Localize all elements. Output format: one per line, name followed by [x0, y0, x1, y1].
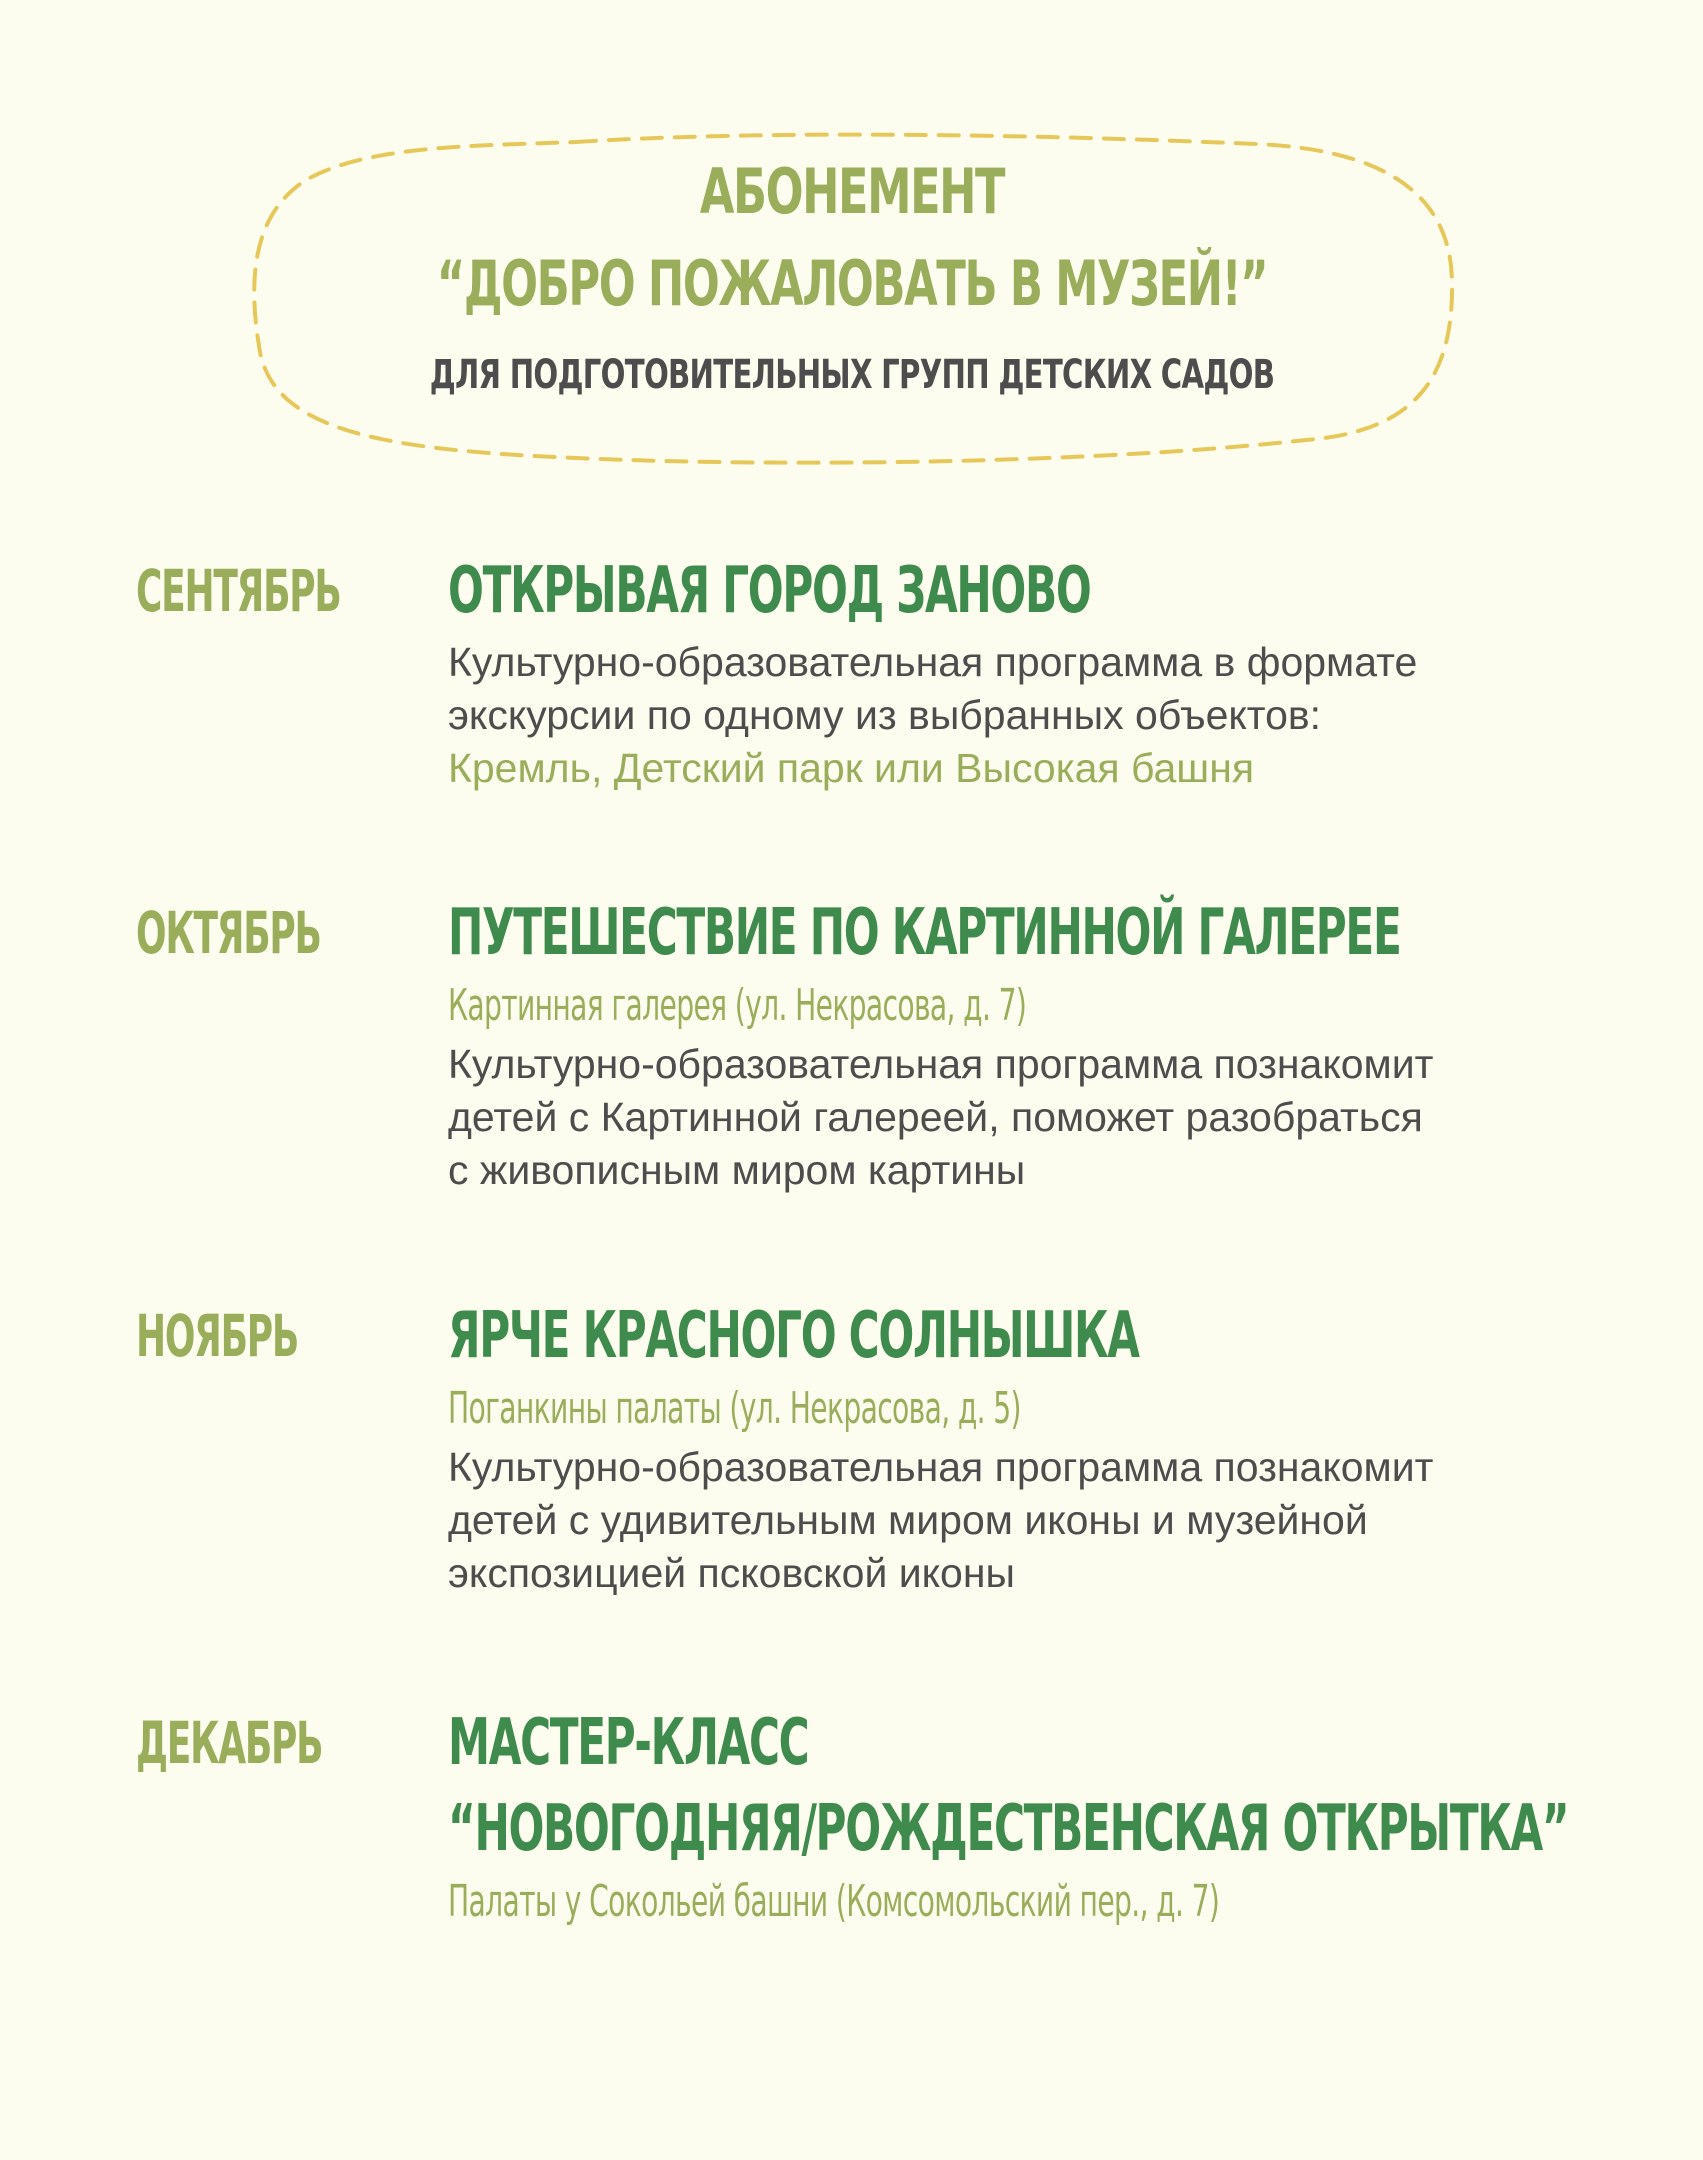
event-location: Поганкины палаты (ул. Некрасова, д. 5)	[448, 1383, 1021, 1434]
description-line: детей с Картинной галереей, поможет разобраться	[448, 1094, 1423, 1140]
event-location: Картинная галерея (ул. Некрасова, д. 7)	[448, 980, 1027, 1031]
description-line: детей с удивительным миром иконы и музейной	[448, 1497, 1368, 1543]
subscription-title: “ДОБРО ПОЖАЛОВАТЬ В МУЗЕЙ!”	[436, 247, 1268, 320]
event-description	[448, 1038, 1618, 1197]
event-december	[448, 1700, 1618, 1932]
event-november	[448, 1293, 1618, 1600]
month-label: СЕНТЯБРЬ	[136, 557, 341, 625]
description-line: Культурно-образовательная программа познакомит	[448, 1041, 1434, 1087]
subscription-audience: ДЛЯ ПОДГОТОВИТЕЛЬНЫХ ГРУПП ДЕТСКИХ САДОВ	[429, 352, 1275, 398]
event-title-second-line: “НОВОГОДНЯЯ/РОЖДЕСТВЕНСКАЯ ОТКРЫТКА”	[448, 1792, 1569, 1866]
subscription-label: АБОНЕМЕНТ	[699, 155, 1005, 228]
event-title: ЯРЧЕ КРАСНОГО СОЛНЫШКА	[448, 1299, 1139, 1373]
description-line: Культурно-образовательная программа познакомит	[448, 1444, 1434, 1490]
description-line: с живописным миром картины	[448, 1147, 1026, 1193]
header-frame	[246, 132, 1458, 468]
month-label: ОКТЯБРЬ	[136, 899, 321, 967]
event-october	[448, 890, 1618, 1197]
month-label: ДЕКАБРЬ	[136, 1709, 323, 1777]
description-line: Культурно-образовательная программа в формате	[448, 639, 1418, 685]
month-label: НОЯБРЬ	[136, 1302, 299, 1370]
event-description	[448, 1441, 1618, 1600]
event-title: ОТКРЫВАЯ ГОРОД ЗАНОВО	[448, 554, 1091, 628]
description-line: экспозицией псковской иконы	[448, 1550, 1015, 1596]
description-accent-line: Кремль, Детский парк или Высокая башня	[448, 745, 1255, 791]
event-title: ПУТЕШЕСТВИЕ ПО КАРТИННОЙ ГАЛЕРЕЕ	[448, 896, 1401, 970]
event-location: Палаты у Сокольей башни (Комсомольский пер., д. 7)	[448, 1876, 1220, 1927]
description-line: экскурсии по одному из выбранных объектов:	[448, 692, 1322, 738]
event-title: МАСТЕР-КЛАСС	[448, 1706, 809, 1780]
header-text	[246, 146, 1458, 412]
event-description	[448, 636, 1618, 795]
event-september	[448, 548, 1618, 795]
